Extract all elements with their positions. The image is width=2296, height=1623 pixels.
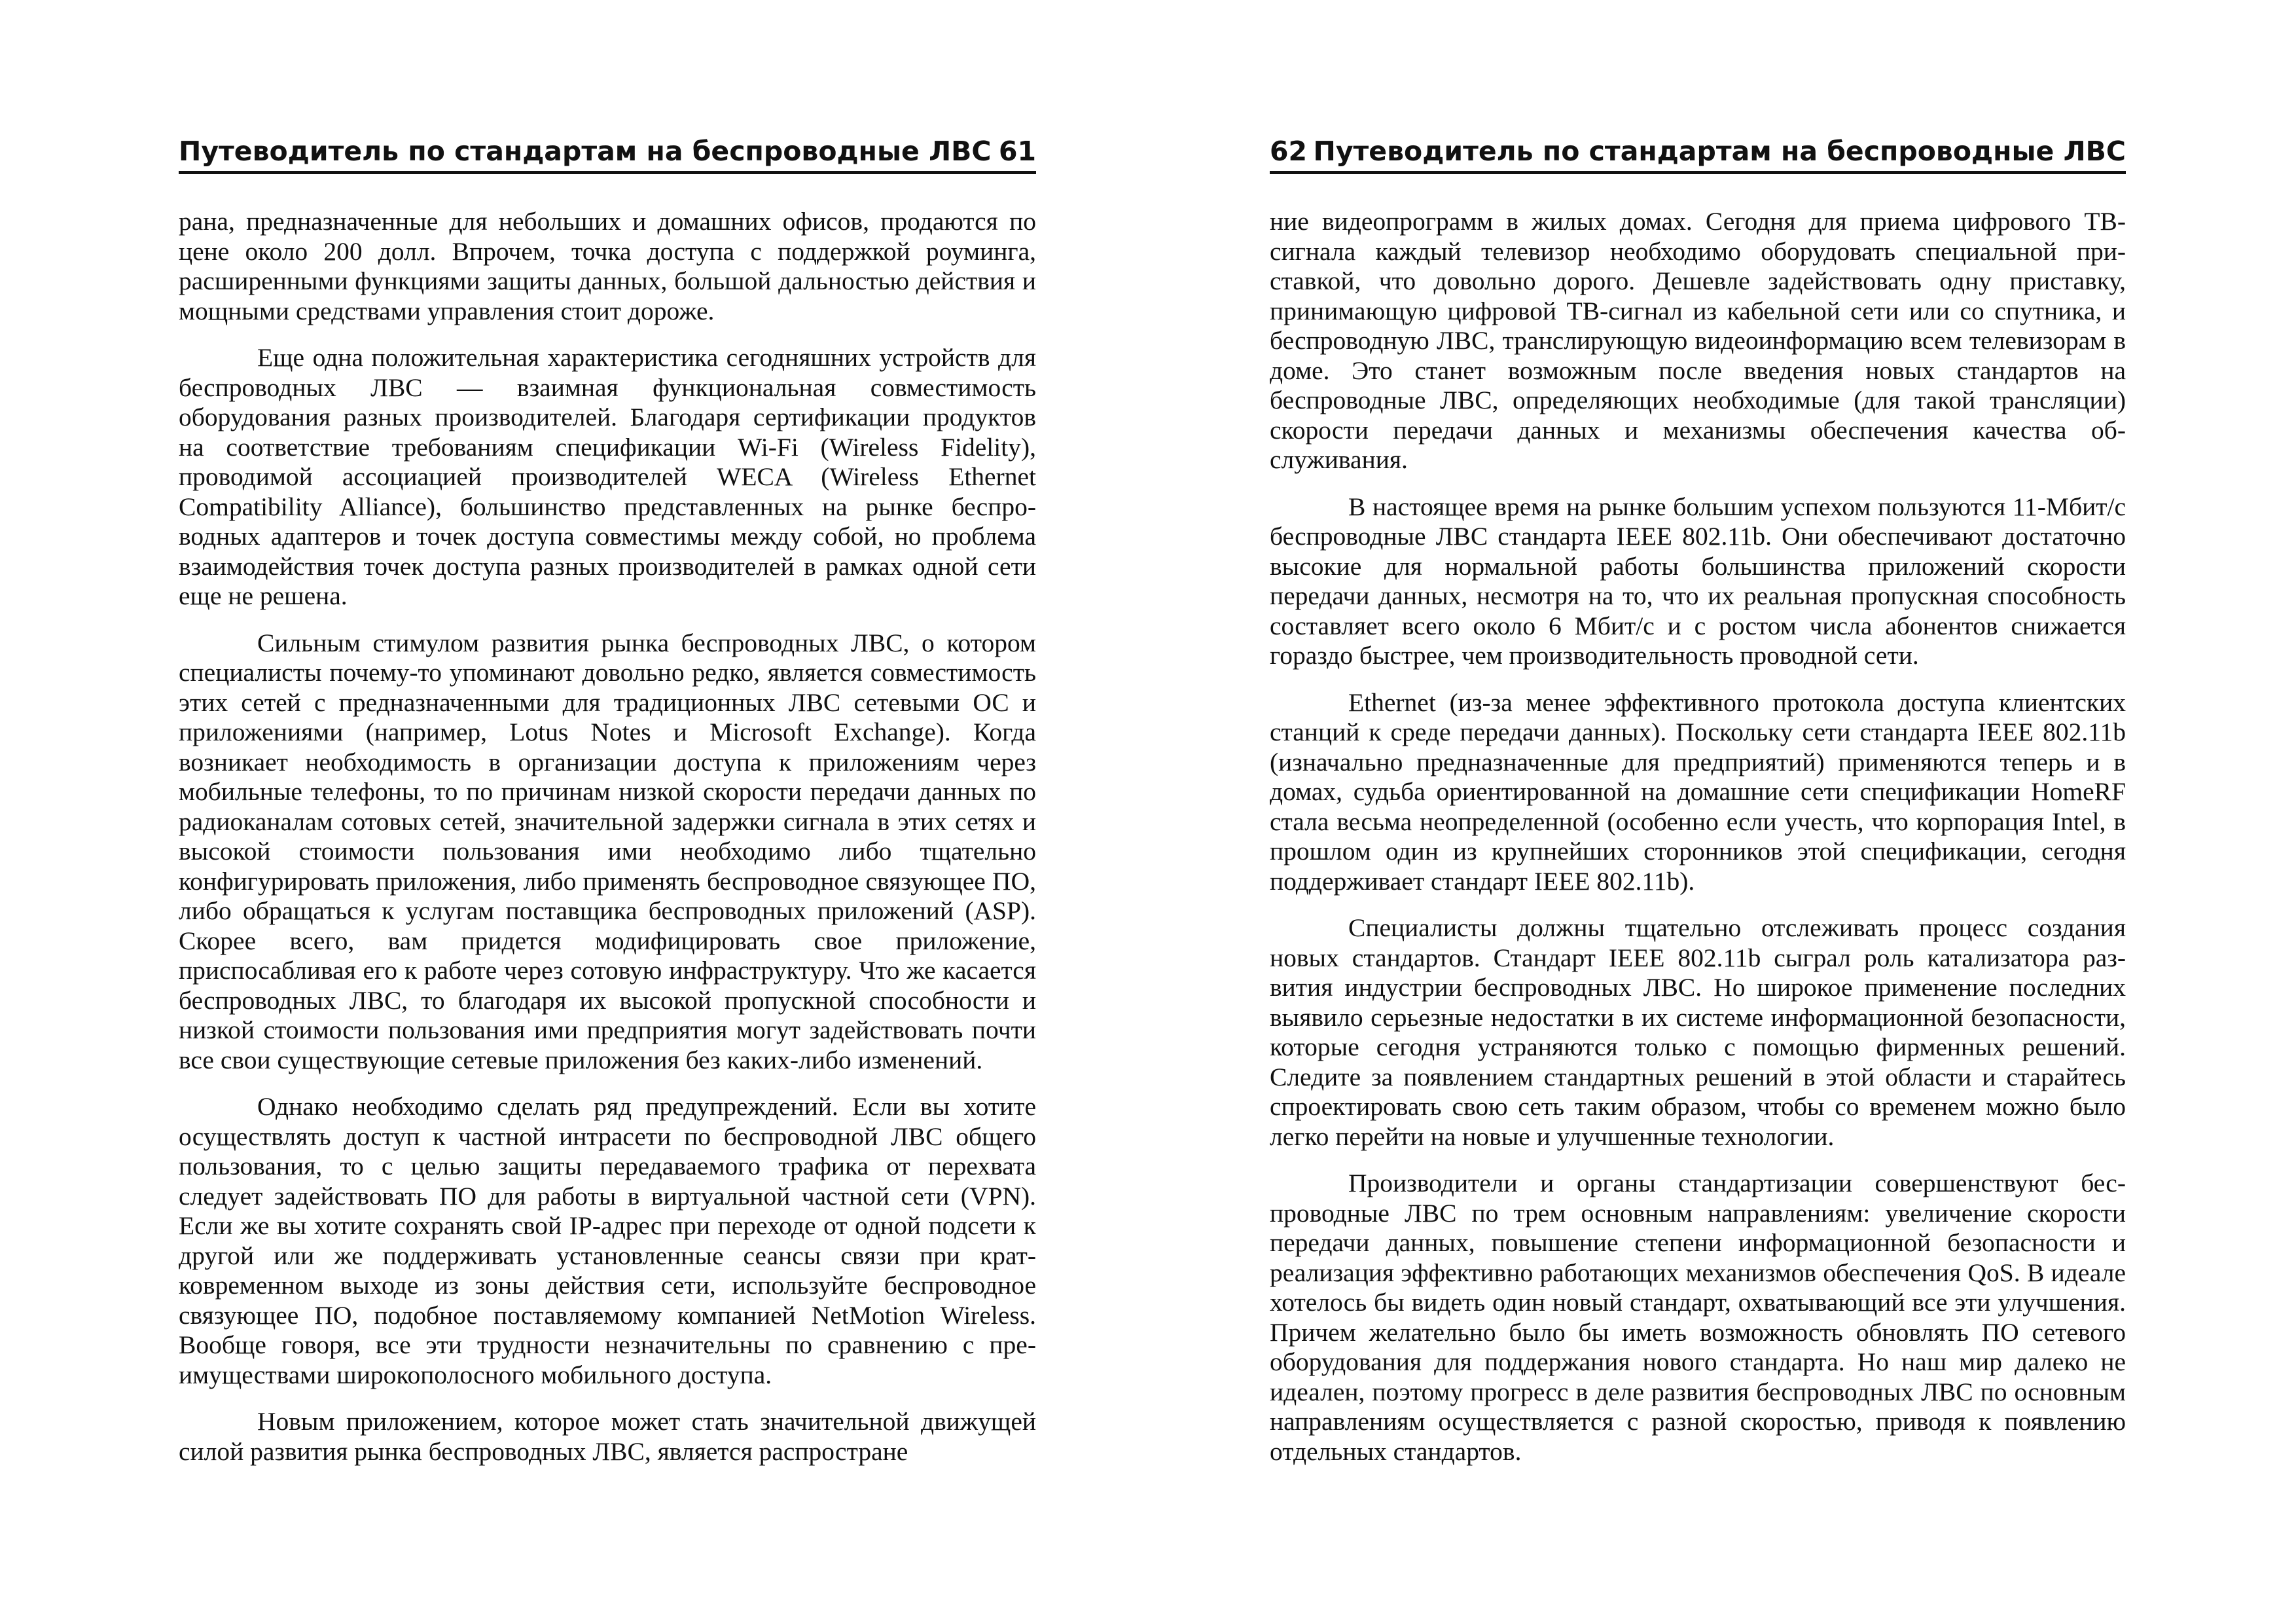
right-page [1148,0,2296,1623]
right-paragraph-4: Специалисты должны тщательно отслеживать процесс создания новых стандартов. Стандарт IEEE 802.11b сыграл роль катализатора развития индустрии беспроводных ЛВС. Но широкое применение последних выявило серьезные недостатки в их системе информационной безопасности, которые сегодня устраняются только с помощью фирменных решений. Следите за появлением стандартных решений в этой области и старайтесь спроектировать свою сеть таким образом, чтобы со временем можно было легко перейти на новые и улучшенные технологии. [1270,913,2126,1151]
right-paragraph-3: Ethernet (из-за менее эффективного протокола доступа клиентских станций к среде передачи данных). Поскольку сети стандарта IEEE 802.11b (изначально предназначенные для предприятий) применяются теперь и в домах, судьба ориентированной на домашние сети спецификации HomeRF стала весьма неопределенной (особенно если учесть, что корпорация Intel, в прошлом один из крупнейших сторонников этой спецификации, сегодня поддерживает стандарт IEEE 802.11b). [1270,687,2126,896]
left-page-number: 61 [998,136,1036,167]
right-paragraph-1: ние видеопрограмм в жилых домах. Сегодня для приема цифрового ТВ-сигнала каждый телевизор необходимо оборудовать специальной приставкой, что довольно дорого. Дешевле задействовать одну приставку, принимающую цифровой ТВ-сигнал из кабельной сети или со спутника, и беспроводную ЛВС, транслирующую видеоинформацию всем телевизорам в доме. Это станет возможным после введения новых стандартов на беспроводные ЛВС, определяющих необходимые (для такой трансляции) скорости передачи данных и механизмы обеспечения качества обслуживания. [1270,207,2126,474]
right-paragraph-5: Производители и органы стандартизации совершенствуют беспроводные ЛВС по трем основным направлениям: увеличение скорости передачи данных, повышение степени информационной безопасности и реализация эффективно работающих механизмов обеспечения QoS. В идеале хотелось бы видеть один новый стандарт, охватывающий все эти улучшения. Причем желательно было бы иметь возможность обновлять ПО сетевого оборудования для поддержания нового стандарта. Но наш мир далеко не идеален, поэтому прогресс в деле развития беспроводных ЛВС по основным направлениям осуществляется с разной скоростью, приводя к появлению отдельных стандартов. [1270,1169,2126,1466]
left-paragraph-2: Еще одна положительная характеристика сегодняшних устройств для беспроводных ЛВС — взаимная функциональная совместимость оборудования разных производителей. Благодаря сертификации продуктов на соответствие требованиям спецификации Wi-Fi (Wireless Fidelity), проводимой ассоциацией производителей WECA (Wireless Ethernet Compatibility Alliance), большинство представленных на рынке беспроводных адаптеров и точек доступа совместимы между собой, но проблема взаимодействия точек доступа разных производителей в рамках одной сети еще не решена. [179,343,1036,610]
right-page-header [1270,128,2126,174]
left-paragraph-3: Сильным стимулом развития рынка беспроводных ЛВС, о котором специалисты почему-то упоминают довольно редко, является совместимость этих сетей с предназначенными для традиционных ЛВС сетевыми ОС и приложениями (например, Lotus Notes и Microsoft Exchange). Когда возникает необходимость в организации доступа к приложениям через мобильные телефоны, то по причинам низкой скорости передачи данных по радиоканалам сотовых сетей, значительной задержки сигнала в этих сетях и высокой стоимости пользования ими необходимо либо тщательно конфигурировать приложения, либо применять беспроводное связующее ПО, либо обращаться к услугам поставщика беспроводных приложений (ASP). Скорее всего, вам придется модифицировать свое приложение, приспосабливая его к работе через сотовую инфраструктуру. Что же касается беспроводных ЛВС, то благодаря их высокой пропускной способности и низкой стоимости пользования ими предприятия могут задействовать почти все свои существующие сетевые приложения без каких-либо изменений. [179,628,1036,1074]
left-header-title: Путеводитель по стандартам на беспроводные ЛВС [179,136,992,167]
left-paragraph-4: Однако необходимо сделать ряд предупреждений. Если вы хотите осуществлять доступ к частной интрасети по беспроводной ЛВС общего пользования, то с целью защиты передаваемого трафика от перехвата следует задействовать ПО для работы в виртуальной частной сети (VPN). Если же вы хотите сохранять свой IP-адрес при переходе от одной подсети к другой или же поддерживать установленные сеансы связи при кратковременном выходе из зоны действия сети, используйте беспроводное связующее ПО, подобное поставляемому компанией NetMotion Wireless. Вообще говоря, все эти трудности незначительны по сравнению с преимуществами широкополосного мобильного доступа. [179,1092,1036,1389]
left-paragraph-1: рана, предназначенные для небольших и домашних офисов, продаются по цене около 200 долл. Впрочем, точка доступа с поддержкой роуминга, расширенными функциями защиты данных, большой дальностью действия и мощными средствами управления стоит дороже. [179,207,1036,325]
right-header-title: Путеводитель по стандартам на беспроводные ЛВС [1313,136,2126,167]
left-page-header [179,128,1036,174]
left-page-body [179,207,1036,1484]
right-paragraph-2: В настоящее время на рынке большим успехом пользуются 11-Мбит/с беспроводные ЛВС стандарта IEEE 802.11b. Они обеспечивают достаточно высокие для нормальной работы большинства приложений скорости передачи данных, несмотря на то, что их реальная пропускная способность составляет всего около 6 Мбит/с и с ростом числа абонентов снижается гораздо быстрее, чем производительность проводной сети. [1270,492,2126,670]
right-page-body [1270,207,2126,1484]
left-paragraph-5: Новым приложением, которое может стать значительной движущей силой развития рынка беспроводных ЛВС, является распростране [179,1407,1036,1466]
right-page-number: 62 [1270,136,1308,167]
